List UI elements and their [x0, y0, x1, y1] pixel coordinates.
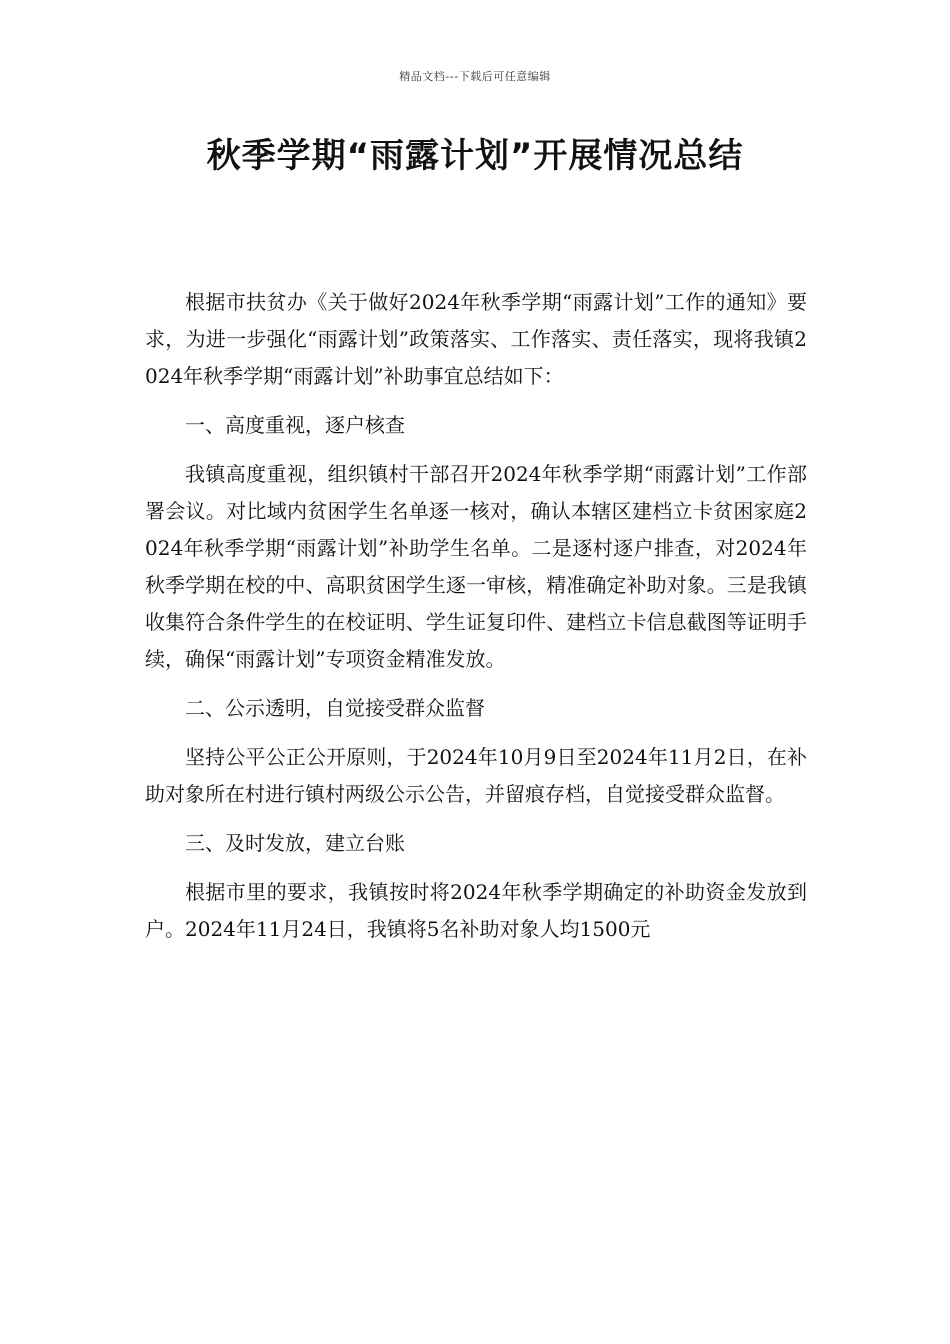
paragraph-section-1: 我镇高度重视，组织镇村干部召开2024年秋季学期“雨露计划”工作部署会议。对比域内贫困学生名单逐一核对，确认本辖区建档立卡贫困家庭2024年秋季学期“雨露计划”补助学生名单。二是逐村逐户排查，对2024年秋季学期在校的中、高职贫困学生逐一审核，精准确定补助对象。三是我镇收集符合条件学生的在校证明、学生证复印件、建档立卡信息截图等证明手续，确保“雨露计划”专项资金精准发放。: [145, 462, 807, 671]
paragraph-intro: 根据市扶贫办《关于做好2024年秋季学期“雨露计划”工作的通知》要求，为进一步强化“雨露计划”政策落实、工作落实、责任落实，现将我镇2024年秋季学期“雨露计划”补助事宜总结如下：: [145, 290, 807, 388]
section-heading-1: 一、高度重视，逐户核查: [185, 413, 405, 437]
document-body: [145, 284, 807, 960]
paragraph-section-2: 坚持公平公正公开原则，于2024年10月9日至2024年11月2日，在补助对象所在村进行镇村两级公示公告，并留痕存档，自觉接受群众监督。: [145, 745, 807, 806]
header-note: 精品文档---下载后可任意编辑: [399, 70, 551, 83]
section-heading-2: 二、公示透明，自觉接受群众监督: [185, 696, 485, 720]
document-title: 秋季学期“雨露计划”开展情况总结: [206, 136, 744, 176]
section-heading-3: 三、及时发放，建立台账: [185, 831, 405, 855]
paragraph-section-3: 根据市里的要求，我镇按时将2024年秋季学期确定的补助资金发放到户。2024年11月24日，我镇将5名补助对象人均1500元: [145, 880, 807, 941]
